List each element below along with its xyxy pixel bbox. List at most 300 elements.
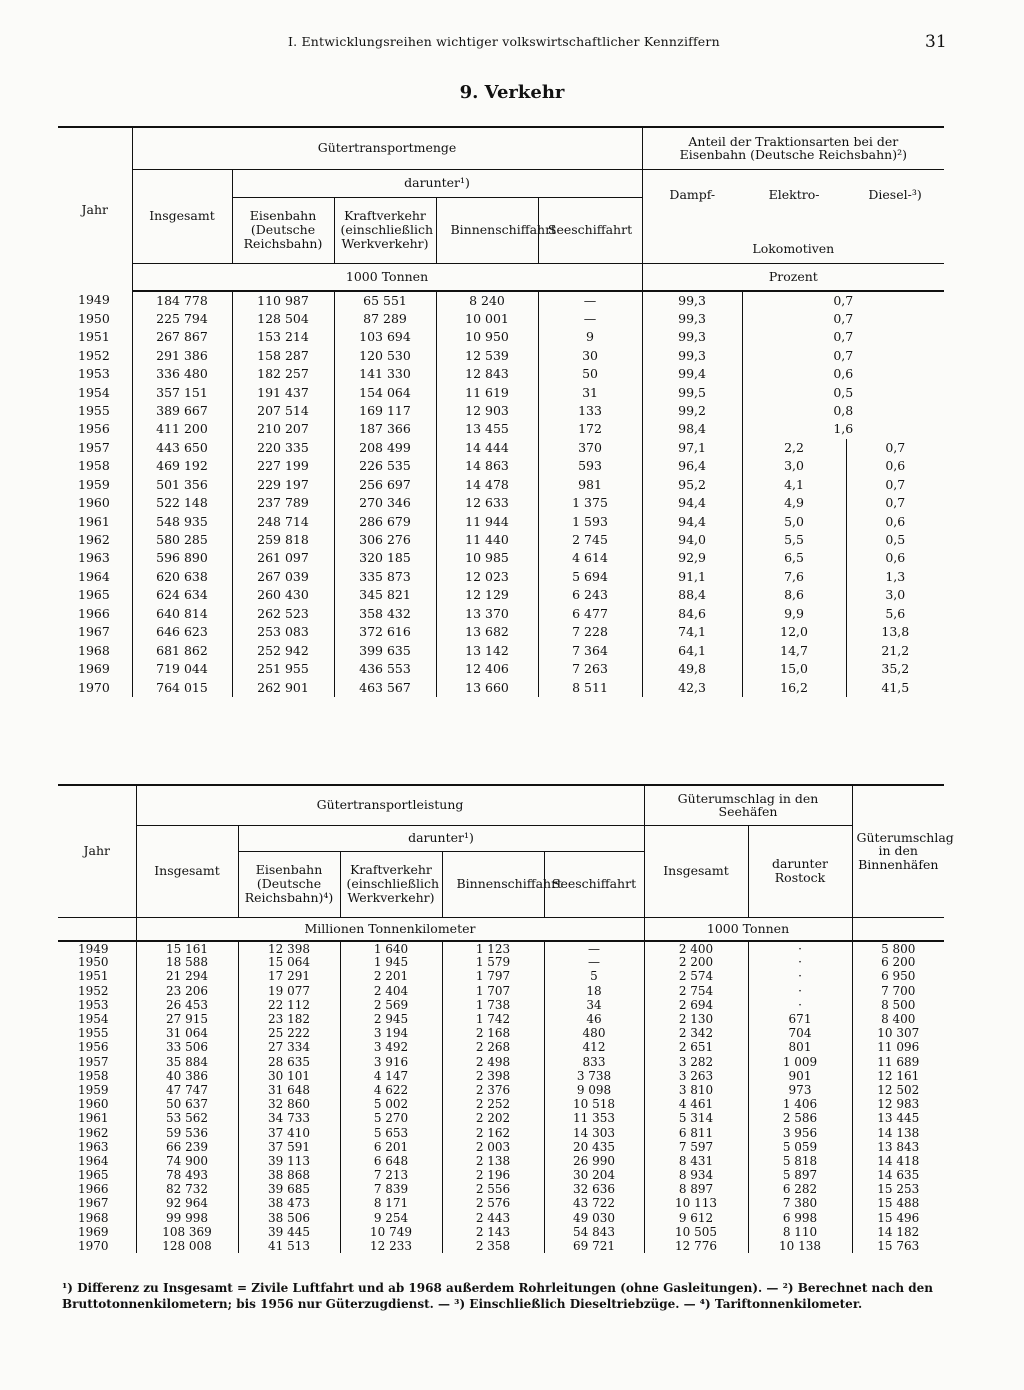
cell-eisenbahn: 38 473 <box>238 1196 340 1210</box>
cell-insgesamt: 357 151 <box>132 383 232 401</box>
cell-binnenschiffahrt: 2 358 <box>442 1239 544 1253</box>
cell-kraftverkehr: 7 839 <box>340 1182 442 1196</box>
cell-jahr: 1952 <box>58 346 132 364</box>
cell-seehaefen-insgesamt: 2 200 <box>644 955 748 969</box>
cell-eisenbahn: 39 445 <box>238 1225 340 1239</box>
cell-diesel: 35,2 <box>881 661 910 677</box>
cell-seeschiffahrt: 5 <box>544 969 644 983</box>
table-row <box>58 383 944 401</box>
cell-kraftverkehr: 2 945 <box>340 1012 442 1026</box>
cell-insgesamt: 128 008 <box>136 1239 238 1253</box>
cell-jahr: 1960 <box>58 1097 136 1111</box>
cell-elektro: 6,5 <box>742 549 846 567</box>
cell-seeschiffahrt: — <box>538 291 642 309</box>
cell-jahr: 1958 <box>58 1069 136 1083</box>
cell-dampf: 88,4 <box>642 586 742 604</box>
cell-seeschiffahrt: 593 <box>538 457 642 475</box>
cell-elektro-diesel: 0,6 <box>833 366 854 382</box>
cell-seeschiffahrt: 480 <box>544 1026 644 1040</box>
cell-seeschiffahrt: 172 <box>538 420 642 438</box>
table-row <box>58 1055 944 1069</box>
table-row <box>58 678 944 696</box>
cell-jahr: 1964 <box>58 1154 136 1168</box>
cell-binnenhaefen: 13 843 <box>877 1139 920 1154</box>
cell-dampf: 94,0 <box>642 531 742 549</box>
cell-elektro-diesel: 0,7 <box>833 292 854 308</box>
cell-eisenbahn: 31 648 <box>238 1083 340 1097</box>
cell-binnenschiffahrt: 2 138 <box>442 1154 544 1168</box>
cell-binnenschiffahrt: 2 576 <box>442 1196 544 1210</box>
cell-eisenbahn: 262 901 <box>232 678 334 696</box>
cell-binnenhaefen: 15 763 <box>877 1239 920 1254</box>
cell-dampf: 42,3 <box>642 678 742 696</box>
cell-insgesamt: 522 148 <box>132 494 232 512</box>
cell-kraftverkehr: 5 653 <box>340 1125 442 1139</box>
cell-insgesamt: 580 285 <box>132 531 232 549</box>
cell-eisenbahn: 253 083 <box>232 623 334 641</box>
cell-insgesamt: 27 915 <box>136 1012 238 1026</box>
cell-eisenbahn: 25 222 <box>238 1026 340 1040</box>
cell-seeschiffahrt: 412 <box>544 1040 644 1054</box>
cell-seehaefen-insgesamt: 3 282 <box>644 1055 748 1069</box>
cell-rostock: 901 <box>748 1069 852 1083</box>
cell-binnenhaefen: 12 161 <box>877 1068 920 1083</box>
cell-jahr: 1966 <box>58 604 132 622</box>
cell-eisenbahn: 153 214 <box>232 328 334 346</box>
cell-rostock: 973 <box>748 1083 852 1097</box>
cell-insgesamt: 624 634 <box>132 586 232 604</box>
cell-binnenhaefen: 6 200 <box>881 955 916 970</box>
cell-rostock: · <box>748 969 852 983</box>
cell-rostock: 5 059 <box>748 1140 852 1154</box>
cell-rostock: 2 586 <box>748 1111 852 1125</box>
cell-insgesamt: 646 623 <box>132 623 232 641</box>
cell-seeschiffahrt: 6 477 <box>538 604 642 622</box>
cell-eisenbahn: 39 113 <box>238 1154 340 1168</box>
cell-seehaefen-insgesamt: 3 263 <box>644 1069 748 1083</box>
cell-eisenbahn: 12 398 <box>238 941 340 955</box>
cell-insgesamt: 469 192 <box>132 457 232 475</box>
cell-seeschiffahrt: 43 722 <box>544 1196 644 1210</box>
table-row <box>58 998 944 1012</box>
cell-binnenhaefen: 8 400 <box>881 1012 916 1027</box>
cell-seehaefen-insgesamt: 8 897 <box>644 1182 748 1196</box>
col-header-binnenhaefen: Güterumschlag in den Binnenhäfen <box>852 785 944 917</box>
cell-binnenschiffahrt: 10 985 <box>436 549 538 567</box>
unit-label-prozent-text: Prozent <box>768 268 818 284</box>
cell-binnenschiffahrt: 2 168 <box>442 1026 544 1040</box>
cell-jahr: 1952 <box>58 984 136 998</box>
cell-eisenbahn: 248 714 <box>232 512 334 530</box>
col-header-insgesamt: Insgesamt <box>132 169 232 263</box>
cell-kraftverkehr: 358 432 <box>334 604 436 622</box>
cell-diesel: 1,3 <box>885 568 906 584</box>
cell-dampf: 99,2 <box>642 402 742 420</box>
cell-seeschiffahrt: 7 228 <box>538 623 642 641</box>
cell-jahr: 1962 <box>58 531 132 549</box>
cell-elektro-diesel: 0,7 <box>833 329 854 345</box>
cell-kraftverkehr: 6 648 <box>340 1154 442 1168</box>
cell-binnenhaefen: 15 496 <box>877 1210 920 1225</box>
cell-jahr: 1961 <box>58 1111 136 1125</box>
cell-jahr: 1969 <box>58 660 132 678</box>
cell-seeschiffahrt: 4 614 <box>538 549 642 567</box>
cell-binnenhaefen: 5 800 <box>881 941 916 956</box>
cell-jahr: 1969 <box>58 1225 136 1239</box>
cell-insgesamt: 389 667 <box>132 402 232 420</box>
cell-binnenhaefen: 14 418 <box>877 1153 920 1168</box>
table-row <box>58 660 944 678</box>
cell-insgesamt: 184 778 <box>132 291 232 309</box>
cell-dampf: 95,2 <box>642 475 742 493</box>
cell-kraftverkehr: 320 185 <box>334 549 436 567</box>
col-header-rostock: darunter Rostock <box>748 825 852 917</box>
cell-dampf: 92,9 <box>642 549 742 567</box>
cell-insgesamt: 443 650 <box>132 439 232 457</box>
cell-kraftverkehr: 1 945 <box>340 955 442 969</box>
cell-jahr: 1967 <box>58 1196 136 1210</box>
group-header-seehaefen: Güterumschlag in den Seehäfen <box>644 785 852 825</box>
cell-seeschiffahrt: 8 511 <box>538 678 642 696</box>
cell-insgesamt: 719 044 <box>132 660 232 678</box>
cell-binnenschiffahrt: 12 903 <box>436 402 538 420</box>
cell-seeschiffahrt: 2 745 <box>538 531 642 549</box>
page-number: 31 <box>925 32 947 52</box>
cell-binnenschiffahrt: 12 843 <box>436 365 538 383</box>
cell-jahr: 1961 <box>58 512 132 530</box>
cell-insgesamt: 548 935 <box>132 512 232 530</box>
cell-elektro: 12,0 <box>742 623 846 641</box>
cell-insgesamt: 78 493 <box>136 1168 238 1182</box>
cell-insgesamt: 82 732 <box>136 1182 238 1196</box>
cell-seehaefen-insgesamt: 4 461 <box>644 1097 748 1111</box>
cell-eisenbahn: 237 789 <box>232 494 334 512</box>
footnotes: ¹) Differenz zu Insgesamt = Zivile Luftfahrt und ab 1968 außerdem Rohrleitungen (ohne Gasleitungen). — ²) Berechnet nach den Bruttotonnenkilometern; bis 1956 nur Güterzugdienst. — ³) Einschließlich Dieseltriebzüge. — ⁴) Tariftonnenkilometer. <box>62 1281 933 1312</box>
table-row <box>58 1026 944 1040</box>
cell-jahr: 1968 <box>58 1211 136 1225</box>
cell-insgesamt: 99 998 <box>136 1211 238 1225</box>
cell-eisenbahn: 19 077 <box>238 984 340 998</box>
cell-dampf: 94,4 <box>642 512 742 530</box>
cell-kraftverkehr: 335 873 <box>334 568 436 586</box>
running-header: I. Entwicklungsreihen wichtiger volkswirtschaftlicher Kennziffern <box>288 34 720 49</box>
cell-eisenbahn: 17 291 <box>238 969 340 983</box>
table-row <box>58 1111 944 1125</box>
col-header-lokomotiven: Lokomotiven <box>752 240 835 256</box>
cell-seeschiffahrt: 34 <box>544 998 644 1012</box>
cell-seehaefen-insgesamt: 7 597 <box>644 1140 748 1154</box>
cell-kraftverkehr: 208 499 <box>334 439 436 457</box>
cell-binnenschiffahrt: 2 398 <box>442 1069 544 1083</box>
table-row <box>58 586 944 604</box>
cell-binnenschiffahrt: 14 478 <box>436 475 538 493</box>
cell-eisenbahn: 262 523 <box>232 604 334 622</box>
cell-kraftverkehr: 5 002 <box>340 1097 442 1111</box>
subgroup-header-darunter: darunter¹) <box>238 825 644 851</box>
table-guetertransportleistung <box>58 784 954 1254</box>
cell-eisenbahn: 28 635 <box>238 1055 340 1069</box>
cell-eisenbahn: 227 199 <box>232 457 334 475</box>
cell-seeschiffahrt: 30 <box>538 346 642 364</box>
table-row <box>58 1211 944 1225</box>
table-row <box>58 1097 944 1111</box>
cell-binnenschiffahrt: 10 001 <box>436 309 538 327</box>
cell-jahr: 1963 <box>58 1140 136 1154</box>
cell-elektro: 7,6 <box>742 568 846 586</box>
cell-insgesamt: 66 239 <box>136 1140 238 1154</box>
cell-eisenbahn: 210 207 <box>232 420 334 438</box>
cell-binnenschiffahrt: 12 406 <box>436 660 538 678</box>
cell-eisenbahn: 220 335 <box>232 439 334 457</box>
cell-kraftverkehr: 2 201 <box>340 969 442 983</box>
cell-dampf: 99,3 <box>642 291 742 309</box>
cell-jahr: 1957 <box>58 1055 136 1069</box>
cell-jahr: 1965 <box>58 586 132 604</box>
section-title: 9. Verkehr <box>459 82 565 103</box>
cell-jahr: 1964 <box>58 568 132 586</box>
cell-dampf: 99,3 <box>642 309 742 327</box>
cell-rostock: 5 897 <box>748 1168 852 1182</box>
cell-dampf: 94,4 <box>642 494 742 512</box>
cell-jahr: 1957 <box>58 439 132 457</box>
cell-dampf: 91,1 <box>642 568 742 586</box>
cell-seeschiffahrt: 49 030 <box>544 1211 644 1225</box>
cell-kraftverkehr: 226 535 <box>334 457 436 475</box>
cell-seehaefen-insgesamt: 6 811 <box>644 1125 748 1139</box>
cell-insgesamt: 92 964 <box>136 1196 238 1210</box>
cell-diesel: 21,2 <box>881 642 910 658</box>
cell-binnenhaefen: 12 502 <box>877 1082 920 1097</box>
table-row <box>58 1012 944 1026</box>
col-header-eisenbahn: Eisenbahn (Deutsche Reichsbahn)⁴) <box>238 851 340 917</box>
cell-seehaefen-insgesamt: 9 612 <box>644 1211 748 1225</box>
cell-rostock: · <box>748 984 852 998</box>
table-row <box>58 1083 944 1097</box>
cell-rostock: 6 998 <box>748 1211 852 1225</box>
unit-label-1000-tonnen: 1000 Tonnen <box>132 263 642 291</box>
cell-seeschiffahrt: 5 694 <box>538 568 642 586</box>
cell-binnenschiffahrt: 14 863 <box>436 457 538 475</box>
cell-elektro-diesel: 0,7 <box>833 310 854 326</box>
cell-kraftverkehr: 154 064 <box>334 383 436 401</box>
cell-jahr: 1966 <box>58 1182 136 1196</box>
cell-elektro-diesel: 1,6 <box>833 421 854 437</box>
cell-diesel: 5,6 <box>885 605 906 621</box>
col-header-kraftverkehr: Kraftverkehr (einschließlich Werkverkehr) <box>334 197 436 263</box>
cell-eisenbahn: 261 097 <box>232 549 334 567</box>
table-row <box>58 969 944 983</box>
cell-binnenschiffahrt: 1 707 <box>442 984 544 998</box>
cell-elektro-diesel: 0,7 <box>833 347 854 363</box>
cell-diesel: 3,0 <box>885 587 906 603</box>
group-header-guetertransportleistung: Gütertransportleistung <box>136 785 644 825</box>
cell-insgesamt: 620 638 <box>132 568 232 586</box>
cell-rostock: · <box>748 941 852 955</box>
cell-eisenbahn: 32 860 <box>238 1097 340 1111</box>
cell-seeschiffahrt: 69 721 <box>544 1239 644 1253</box>
cell-rostock: 8 110 <box>748 1225 852 1239</box>
cell-jahr: 1954 <box>58 1012 136 1026</box>
cell-rostock: 1 406 <box>748 1097 852 1111</box>
cell-jahr: 1956 <box>58 1040 136 1054</box>
cell-eisenbahn: 158 287 <box>232 346 334 364</box>
cell-kraftverkehr: 12 233 <box>340 1239 442 1253</box>
cell-insgesamt: 291 386 <box>132 346 232 364</box>
cell-kraftverkehr: 3 194 <box>340 1026 442 1040</box>
cell-jahr: 1956 <box>58 420 132 438</box>
cell-eisenbahn: 252 942 <box>232 641 334 659</box>
cell-rostock: 671 <box>748 1012 852 1026</box>
cell-seeschiffahrt: 10 518 <box>544 1097 644 1111</box>
cell-rostock: 1 009 <box>748 1055 852 1069</box>
table-row <box>58 1239 944 1253</box>
cell-kraftverkehr: 399 635 <box>334 641 436 659</box>
cell-elektro-diesel: 0,5 <box>833 384 854 400</box>
cell-seeschiffahrt: 1 375 <box>538 494 642 512</box>
col-header-elektro: Elektro- <box>768 186 820 202</box>
cell-elektro: 5,0 <box>742 512 846 530</box>
table-row <box>58 1040 944 1054</box>
table-row <box>58 1069 944 1083</box>
cell-jahr: 1949 <box>58 291 132 309</box>
cell-eisenbahn: 229 197 <box>232 475 334 493</box>
cell-eisenbahn: 34 733 <box>238 1111 340 1125</box>
cell-dampf: 96,4 <box>642 457 742 475</box>
cell-seehaefen-insgesamt: 5 314 <box>644 1111 748 1125</box>
cell-kraftverkehr: 1 640 <box>340 941 442 955</box>
cell-insgesamt: 225 794 <box>132 309 232 327</box>
cell-binnenschiffahrt: 2 252 <box>442 1097 544 1111</box>
cell-diesel: 41,5 <box>881 679 910 695</box>
cell-eisenbahn: 22 112 <box>238 998 340 1012</box>
cell-jahr: 1954 <box>58 383 132 401</box>
cell-kraftverkehr: 256 697 <box>334 475 436 493</box>
cell-binnenschiffahrt: 14 444 <box>436 439 538 457</box>
cell-binnenhaefen: 15 253 <box>877 1182 920 1197</box>
cell-seeschiffahrt: 14 303 <box>544 1125 644 1139</box>
col-header-seeschiffahrt: Seeschiffahrt <box>544 851 644 917</box>
cell-eisenbahn: 191 437 <box>232 383 334 401</box>
cell-kraftverkehr: 2 404 <box>340 984 442 998</box>
table-row <box>58 291 944 309</box>
cell-jahr: 1967 <box>58 623 132 641</box>
cell-insgesamt: 40 386 <box>136 1069 238 1083</box>
cell-seehaefen-insgesamt: 2 754 <box>644 984 748 998</box>
cell-diesel: 0,7 <box>885 439 906 455</box>
cell-binnenhaefen: 12 983 <box>877 1097 920 1112</box>
cell-insgesamt: 764 015 <box>132 678 232 696</box>
cell-seeschiffahrt: 3 738 <box>544 1069 644 1083</box>
cell-jahr: 1959 <box>58 475 132 493</box>
cell-jahr: 1958 <box>58 457 132 475</box>
cell-kraftverkehr: 4 622 <box>340 1083 442 1097</box>
cell-binnenhaefen: 14 635 <box>877 1168 920 1183</box>
cell-jahr: 1960 <box>58 494 132 512</box>
unit-label-prozent <box>642 240 944 291</box>
cell-binnenschiffahrt: 13 455 <box>436 420 538 438</box>
cell-jahr: 1959 <box>58 1083 136 1097</box>
cell-binnenschiffahrt: 10 950 <box>436 328 538 346</box>
cell-insgesamt: 108 369 <box>136 1225 238 1239</box>
cell-binnenschiffahrt: 11 944 <box>436 512 538 530</box>
table-row <box>58 346 944 364</box>
cell-binnenschiffahrt: 2 003 <box>442 1140 544 1154</box>
cell-seehaefen-insgesamt: 3 810 <box>644 1083 748 1097</box>
table-row <box>58 531 944 549</box>
cell-diesel: 13,8 <box>881 624 910 640</box>
cell-binnenschiffahrt: 12 539 <box>436 346 538 364</box>
cell-insgesamt: 411 200 <box>132 420 232 438</box>
col-header-eisenbahn: Eisenbahn (Deutsche Reichsbahn) <box>232 197 334 263</box>
cell-jahr: 1950 <box>58 955 136 969</box>
cell-insgesamt: 21 294 <box>136 969 238 983</box>
cell-kraftverkehr: 2 569 <box>340 998 442 1012</box>
cell-binnenschiffahrt: 2 202 <box>442 1111 544 1125</box>
cell-insgesamt: 640 814 <box>132 604 232 622</box>
cell-binnenschiffahrt: 2 162 <box>442 1125 544 1139</box>
cell-binnenhaefen: 14 138 <box>877 1125 920 1140</box>
cell-seehaefen-insgesamt: 2 130 <box>644 1012 748 1026</box>
cell-insgesamt: 501 356 <box>132 475 232 493</box>
cell-binnenschiffahrt: 2 443 <box>442 1211 544 1225</box>
cell-elektro: 14,7 <box>742 641 846 659</box>
cell-seeschiffahrt: — <box>544 955 644 969</box>
cell-binnenhaefen: 14 182 <box>877 1224 920 1239</box>
cell-binnenschiffahrt: 2 196 <box>442 1168 544 1182</box>
cell-kraftverkehr: 120 530 <box>334 346 436 364</box>
cell-jahr: 1970 <box>58 678 132 696</box>
cell-seeschiffahrt: 18 <box>544 984 644 998</box>
cell-rostock: · <box>748 998 852 1012</box>
table-row <box>58 1154 944 1168</box>
cell-seeschiffahrt: 9 098 <box>544 1083 644 1097</box>
cell-seeschiffahrt: 50 <box>538 365 642 383</box>
cell-dampf: 49,8 <box>642 660 742 678</box>
cell-kraftverkehr: 436 553 <box>334 660 436 678</box>
cell-jahr: 1963 <box>58 549 132 567</box>
cell-kraftverkehr: 187 366 <box>334 420 436 438</box>
cell-insgesamt: 267 867 <box>132 328 232 346</box>
cell-eisenbahn: 39 685 <box>238 1182 340 1196</box>
cell-rostock: 704 <box>748 1026 852 1040</box>
table-row <box>58 1168 944 1182</box>
table-row <box>58 457 944 475</box>
table-guetertransportmenge <box>58 126 944 697</box>
cell-kraftverkehr: 9 254 <box>340 1211 442 1225</box>
table-row <box>58 549 944 567</box>
cell-seeschiffahrt: 32 636 <box>544 1182 644 1196</box>
cell-eisenbahn: 260 430 <box>232 586 334 604</box>
cell-diesel: 0,7 <box>885 476 906 492</box>
cell-rostock: 5 818 <box>748 1154 852 1168</box>
cell-eisenbahn: 15 064 <box>238 955 340 969</box>
cell-dampf: 97,1 <box>642 439 742 457</box>
cell-insgesamt: 53 562 <box>136 1111 238 1125</box>
cell-binnenschiffahrt: 1 579 <box>442 955 544 969</box>
cell-eisenbahn: 41 513 <box>238 1239 340 1253</box>
cell-insgesamt: 50 637 <box>136 1097 238 1111</box>
cell-elektro: 9,9 <box>742 604 846 622</box>
cell-eisenbahn: 251 955 <box>232 660 334 678</box>
cell-seeschiffahrt: 133 <box>538 402 642 420</box>
col-header-jahr: Jahr <box>58 785 136 917</box>
cell-rostock: 10 138 <box>748 1239 852 1253</box>
table-row <box>58 328 944 346</box>
cell-binnenhaefen: 8 500 <box>881 997 916 1012</box>
cell-seehaefen-insgesamt: 12 776 <box>644 1239 748 1253</box>
cell-insgesamt: 31 064 <box>136 1026 238 1040</box>
cell-kraftverkehr: 103 694 <box>334 328 436 346</box>
